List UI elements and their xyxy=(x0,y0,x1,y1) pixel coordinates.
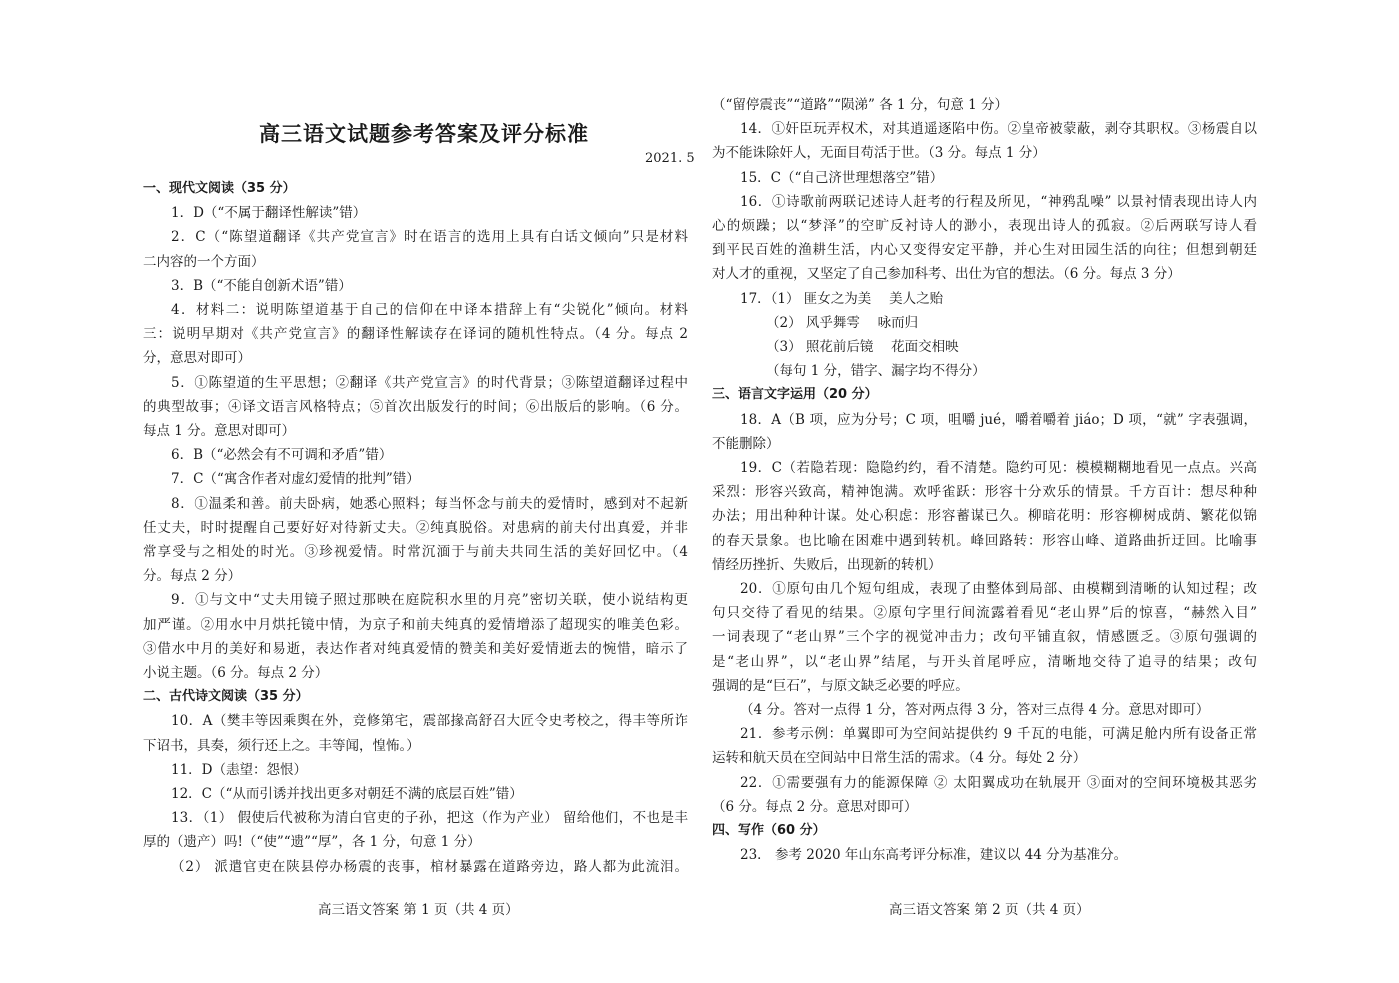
text-line: 下诏书，具奏，须行还上之。丰等闻，惶怖。） xyxy=(143,737,420,754)
text-line: 加严谨。②用水中月烘托镜中情，为京子和前夫纯真的爱情增添了超现实的唯美色彩。 xyxy=(143,616,688,633)
text-line: 11．D（恚望：怨恨） xyxy=(171,761,308,778)
text-line: 8．①温柔和善。前夫卧病，她悉心照料；每当怀念与前夫的爱情时，感到对不起新 xyxy=(171,495,688,512)
text-line: 任丈夫，时时提醒自己要好好对待新丈夫。②纯真脱俗。对患病的前夫付出真爱，并非 xyxy=(143,519,688,536)
footer-page-1: 高三语文答案 第 1 页（共 4 页） xyxy=(318,902,519,918)
text-line: 分，意思对即可） xyxy=(143,350,251,367)
text-line: 每点 1 分。意思对即可） xyxy=(143,423,296,439)
text-line: 二内容的一个方面） xyxy=(143,253,265,270)
text-line: 心的烦躁；以“梦泽”的空旷反衬诗人的渺小，表现出诗人的孤寂。②后两联写诗人看 xyxy=(712,218,1257,234)
text-line: ③借水中月的美好和易逝，表达作者对纯真爱情的赞美和美好爱情逝去的惋惜，暗示了 xyxy=(143,640,688,657)
text-line: 4．材料二：说明陈望道基于自己的信仰在中译本措辞上有“尖锐化”倾向。材料 xyxy=(171,302,688,318)
document-date: 2021. 5 xyxy=(645,151,695,166)
text-line: （每句 1 分，错字、漏字均不得分） xyxy=(766,363,986,380)
text-line: 一词表现了“老山界”三个字的视觉冲击力；改句平铺直叙，情感匮乏。③原句强调的 xyxy=(712,629,1257,646)
text-line: 句只交待了看见的结果。②原句字里行间流露着看见“老山界”后的惊喜，“赫然入目” xyxy=(712,605,1257,622)
text-line: 运转和航天员在空间站中日常生活的需求。（4 分。每处 2 分） xyxy=(712,750,1087,767)
text-line: 7．C（“寓含作者对虚幻爱情的批判”错） xyxy=(171,471,420,488)
text-line: （2） 风乎舞雩 咏而归 xyxy=(766,314,919,331)
text-line: 采烈：形容兴致高，精神饱满。欢呼雀跃：形容十分欢乐的情景。千方百计：想尽种种 xyxy=(712,484,1257,501)
text-line: （6 分。每点 2 分。意思对即可） xyxy=(712,798,918,815)
text-line: 17．（1） 匪女之为美 美人之贻 xyxy=(740,290,944,307)
text-line: 15．C（“自己济世理想落空”错） xyxy=(740,169,944,186)
text-line: 12．C（“从而引诱并找出更多对朝廷不满的底层百姓”错） xyxy=(171,786,523,802)
text-line: 1．D（“不属于翻译性解读”错） xyxy=(171,205,367,222)
text-line: 小说主题。（6 分。每点 2 分） xyxy=(143,665,329,681)
text-line: 为不能诛除奸人，无面目苟活于世。（3 分。每点 1 分） xyxy=(712,145,1046,162)
text-line: 22．①需要强有力的能源保障 ② 太阳翼成功在轨展开 ③面对的空间环境极其恶劣 xyxy=(740,774,1257,791)
text-line: 的春天景象。也比喻在困难中遇到转机。峰回路转：形容山峰、道路曲折迂回。比喻事 xyxy=(712,532,1257,549)
text-line: 5．①陈望道的生平思想；②翻译《共产党宣言》的时代背景；③陈望道翻译过程中 xyxy=(171,374,688,391)
text-line: 14．①奸臣玩弄权术，对其逍遥逐陷中伤。②皇帝被蒙蔽，剥夺其职权。③杨震自以 xyxy=(740,121,1257,138)
text-line: （3） 照花前后镜 花面交相映 xyxy=(766,339,959,355)
text-line: 10．A（樊丰等因乘舆在外，竞修第宅，震部掾高舒召大匠令史考校之，得丰等所诈 xyxy=(171,713,688,730)
section-heading: 四、写作（60 分） xyxy=(712,823,826,838)
page-title: 高三语文试题参考答案及评分标准 xyxy=(259,121,589,146)
text-line: 常享受与之相处的时光。③珍视爱情。时常沉湎于与前夫共同生活的美好回忆中。（4 xyxy=(143,544,688,560)
text-line: 18．A（B 项，应为分号；C 项，咀嚼 jué，嚼着嚼着 jiáo；D 项，“就” 字表强调， xyxy=(740,411,1257,428)
text-line: 三：说明早期对《共产党宣言》的翻译性解读存在译词的随机性特点。（4 分。每点 2 xyxy=(143,326,688,343)
text-line: 3．B（“不能自创新术语”错） xyxy=(171,277,352,294)
text-line: 办法；用出种种计谋。处心积虑：形容蓄谋已久。柳暗花明：形容柳树成荫、繁花似锦 xyxy=(712,508,1257,525)
section-heading: 二、古代诗文阅读（35 分） xyxy=(143,689,309,705)
text-line: （4 分。答对一点得 1 分，答对两点得 3 分，答对三点得 4 分。意思对即可） xyxy=(740,702,1210,718)
text-line: 强调的是“巨石”，与原文缺乏必要的呼应。 xyxy=(712,677,969,694)
text-line: 23． 参考 2020 年山东高考评分标准，建议以 44 分为基准分。 xyxy=(740,847,1128,864)
text-line: 对人才的重视，又坚定了自己参加科考、出仕为官的想法。（6 分。每点 3 分） xyxy=(712,266,1181,283)
text-line: 不能删除） xyxy=(712,435,780,452)
text-line: 2．C（“陈望道翻译《共产党宣言》时在语言的选用上具有白话文倾向”只是材料 xyxy=(171,229,688,246)
text-line: 的典型故事；④译文语言风格特点；⑤首次出版发行的时间；⑥出版后的影响。（6 分。 xyxy=(143,398,688,415)
text-line: 9．①与文中“丈夫用镜子照过那映在庭院积水里的月亮”密切关联，使小说结构更 xyxy=(171,592,688,609)
text-line: 到平民百姓的渔耕生活，内心又变得安定平静，并心生对田园生活的向往；但想到朝廷 xyxy=(712,242,1257,259)
text-line: 13．（1） 假使后代被称为清白官吏的子孙，把这（作为产业） 留给他们，不也是丰 xyxy=(171,810,688,827)
text-line: 20．①原句由几个短句组成，表现了由整体到局部、由模糊到清晰的认知过程；改 xyxy=(740,581,1257,597)
text-line: 情经历挫折、失败后，出现新的转机） xyxy=(712,556,942,573)
text-line: 16．①诗歌前两联记述诗人赶考的行程及所见，“神鸦乱噪” 以景衬情表现出诗人内 xyxy=(740,193,1257,210)
text-line: 厚的（遗产）吗!（“使”“遗”“厚”，各 1 分，句意 1 分） xyxy=(143,834,481,851)
text-line: （“留停震丧”“道路”“陨涕” 各 1 分，句意 1 分） xyxy=(712,97,1009,113)
text-line: 6．B（“必然会有不可调和矛盾”错） xyxy=(171,447,393,464)
footer-page-2: 高三语文答案 第 2 页（共 4 页） xyxy=(889,902,1090,918)
section-heading: 三、语言文字运用（20 分） xyxy=(712,387,878,403)
text-line: 21．参考示例：单翼即可为空间站提供约 9 千瓦的电能，可满足舱内所有设备正常 xyxy=(740,726,1257,743)
text-line: （2） 派遣官吏在陕县停办杨震的丧事，棺材暴露在道路旁边，路人都为此流泪。 xyxy=(171,858,688,875)
text-line: 是“老山界”，以“老山界”结尾，与开头首尾呼应，清晰地交待了追寻的结果；改句 xyxy=(712,653,1257,670)
text-line: 分。每点 2 分） xyxy=(143,568,242,585)
text-line: 19．C（若隐若现：隐隐约约，看不清楚。隐约可见：模模糊糊地看见一点点。兴高 xyxy=(740,460,1257,476)
section-heading: 一、现代文阅读（35 分） xyxy=(143,181,296,196)
